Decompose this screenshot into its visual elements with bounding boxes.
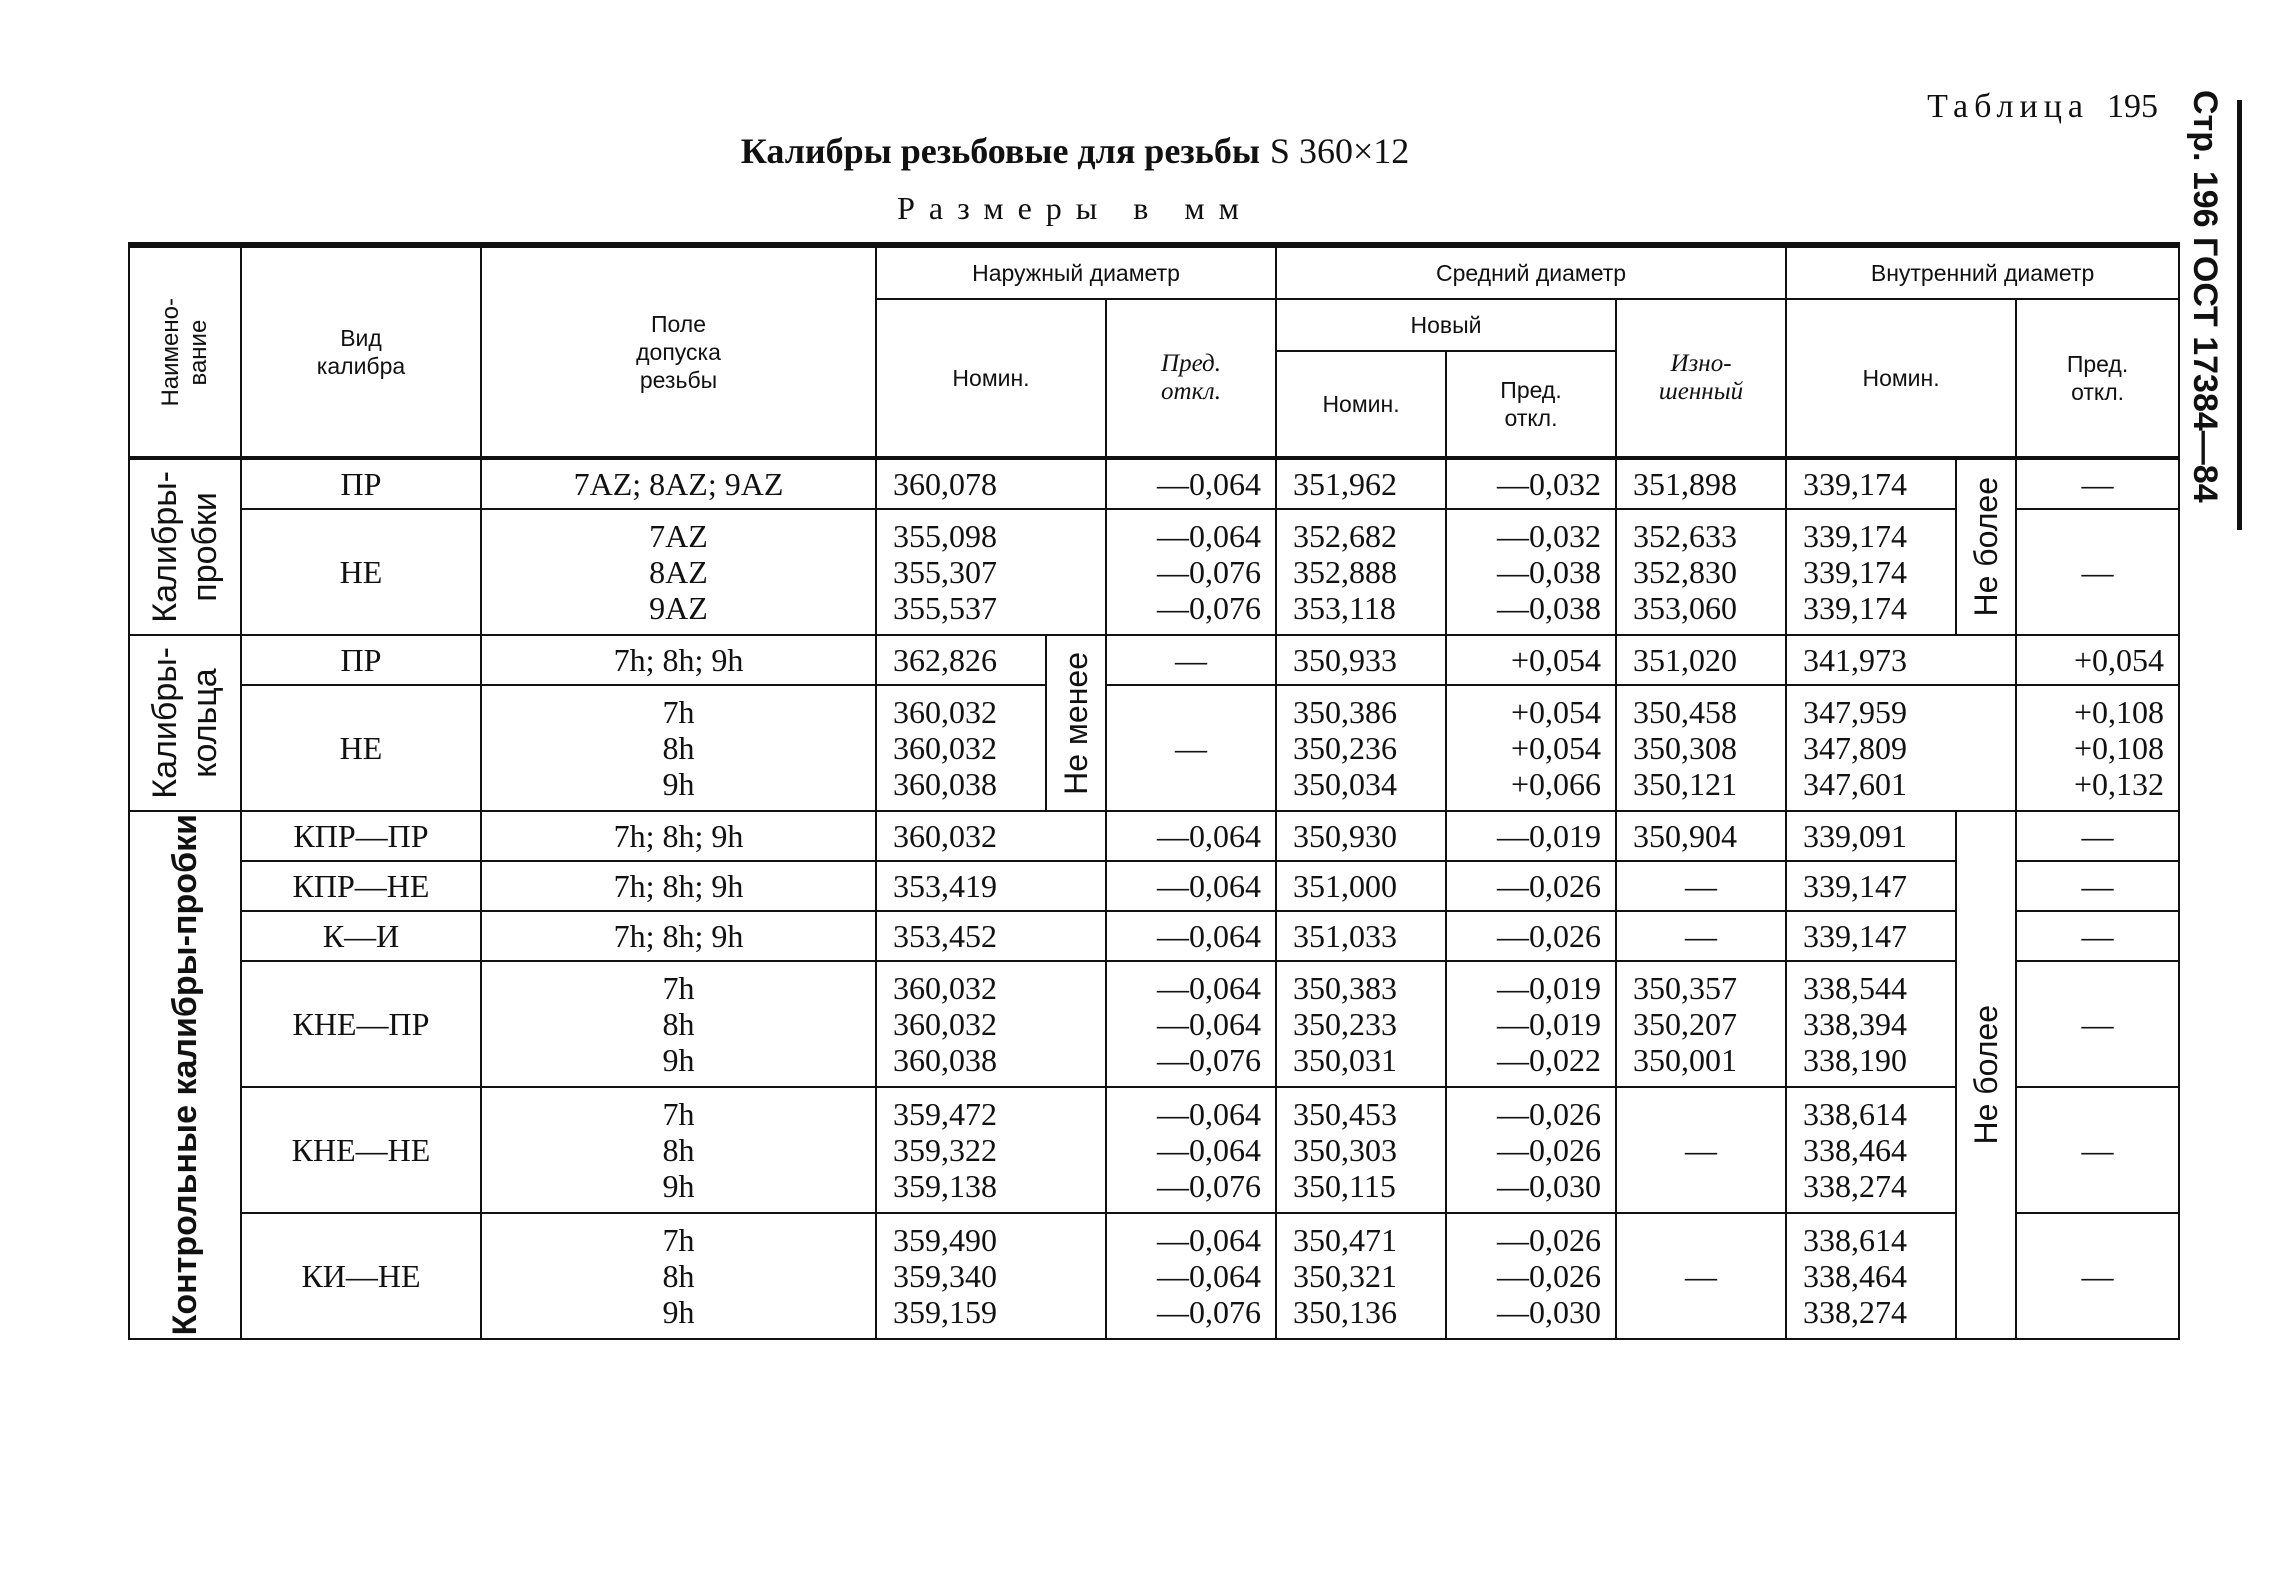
cell-field: 7h; 8h; 9h [481, 861, 876, 911]
side-stamp-rule [2237, 100, 2242, 530]
header-mean-diameter: Средний диаметр [1276, 245, 1786, 299]
cell-field: 7h 8h 9h [481, 961, 876, 1087]
cell-worn: — [1616, 911, 1786, 961]
cell-worn: 350,357 350,207 350,001 [1616, 961, 1786, 1087]
cell-inner-nominal: 338,614 338,464 338,274 [1786, 1087, 1956, 1213]
cell-outer-deviation: —0,064 [1106, 458, 1276, 509]
title-thread: S 360×12 [1269, 131, 1410, 171]
cell-inner-deviation: +0,108 +0,108 +0,132 [2016, 685, 2179, 811]
note-not-more-plug: Не более [1956, 458, 2016, 635]
cell-outer-nominal: 360,032 [876, 811, 1106, 861]
header-inner-diameter: Внутренний диаметр [1786, 245, 2179, 299]
header-mean-nominal: Номин. [1276, 351, 1446, 458]
cell-outer-deviation: — [1106, 685, 1276, 811]
cell-outer-deviation: — [1106, 635, 1276, 685]
cell-field: 7h; 8h; 9h [481, 811, 876, 861]
side-stamp-text: Стр. 196 ГОСТ 17384—84 [2186, 90, 2224, 503]
header-outer-deviation: Пред. откл. [1106, 299, 1276, 458]
cell-inner-nominal: 339,147 [1786, 911, 1956, 961]
cell-inner-deviation: — [2016, 1087, 2179, 1213]
cell-mean-nominal: 351,962 [1276, 458, 1446, 509]
cell-inner-deviation: — [2016, 911, 2179, 961]
cell-type: НЕ [241, 685, 481, 811]
cell-field: 7AZ; 8AZ; 9AZ [481, 458, 876, 509]
units-note: Размеры в мм [897, 190, 1253, 226]
table-row [129, 911, 2179, 961]
cell-inner-deviation: — [2016, 458, 2179, 509]
header-name: Наимено- вание [129, 245, 241, 458]
header-outer-nominal: Номин. [876, 299, 1106, 458]
cell-inner-nominal: 338,544 338,394 338,190 [1786, 961, 1956, 1087]
table-row [129, 458, 2179, 509]
cell-inner-nominal: 339,091 [1786, 811, 1956, 861]
cell-inner-deviation: — [2016, 961, 2179, 1087]
table-row [129, 861, 2179, 911]
cell-type: ПР [241, 458, 481, 509]
note-not-more-control: Не более [1956, 811, 2016, 1339]
cell-mean-nominal: 350,930 [1276, 811, 1446, 861]
gauge-table [128, 242, 2180, 1340]
cell-worn: 351,898 [1616, 458, 1786, 509]
document-title [0, 130, 2150, 172]
cell-field: 7h; 8h; 9h [481, 911, 876, 961]
table-row [129, 961, 2179, 1087]
header-worn: Изно- шенный [1616, 299, 1786, 458]
cell-mean-deviation: —0,032 [1446, 458, 1616, 509]
cell-type: НЕ [241, 509, 481, 635]
cell-mean-nominal: 352,682 352,888 353,118 [1276, 509, 1446, 635]
cell-outer-nominal: 353,419 [876, 861, 1106, 911]
cell-mean-deviation: —0,032 —0,038 —0,038 [1446, 509, 1616, 635]
cell-mean-deviation: —0,026 —0,026 —0,030 [1446, 1213, 1616, 1339]
header-gauge-type: Вид калибра [241, 245, 481, 458]
cell-inner-deviation: +0,054 [2016, 635, 2179, 685]
header-inner-nominal: Номин. [1786, 299, 2016, 458]
header-mean-deviation: Пред. откл. [1446, 351, 1616, 458]
title-prefix: Калибры резьбовые для резьбы [740, 131, 1260, 171]
cell-field: 7AZ 8AZ 9AZ [481, 509, 876, 635]
cell-worn: — [1616, 1213, 1786, 1339]
cell-field: 7h; 8h; 9h [481, 635, 876, 685]
group-control-plug-gauges: Контрольные калибры-пробки [129, 811, 241, 1339]
cell-type: ПР [241, 635, 481, 685]
table-row [129, 685, 2179, 811]
cell-outer-deviation: —0,064 —0,064 —0,076 [1106, 1213, 1276, 1339]
cell-outer-nominal: 355,098 355,307 355,537 [876, 509, 1106, 635]
cell-outer-deviation: —0,064 —0,076 —0,076 [1106, 509, 1276, 635]
cell-outer-deviation: —0,064 [1106, 811, 1276, 861]
cell-outer-nominal: 362,826 [876, 635, 1046, 685]
cell-inner-nominal: 339,174 339,174 339,174 [1786, 509, 1956, 635]
cell-type: КНЕ—ПР [241, 961, 481, 1087]
cell-outer-deviation: —0,064 [1106, 861, 1276, 911]
cell-worn: — [1616, 1087, 1786, 1213]
cell-mean-nominal: 350,453 350,303 350,115 [1276, 1087, 1446, 1213]
cell-worn: 351,020 [1616, 635, 1786, 685]
cell-worn: 350,458 350,308 350,121 [1616, 685, 1786, 811]
cell-mean-nominal: 350,471 350,321 350,136 [1276, 1213, 1446, 1339]
cell-mean-nominal: 351,000 [1276, 861, 1446, 911]
cell-outer-deviation: —0,064 —0,064 —0,076 [1106, 1087, 1276, 1213]
table-row [129, 811, 2179, 861]
cell-worn: — [1616, 861, 1786, 911]
cell-mean-nominal: 350,933 [1276, 635, 1446, 685]
cell-mean-deviation: —0,019 —0,019 —0,022 [1446, 961, 1616, 1087]
cell-type: КНЕ—НЕ [241, 1087, 481, 1213]
table-row [129, 509, 2179, 635]
cell-type: КПР—НЕ [241, 861, 481, 911]
table-body [129, 458, 2179, 1339]
cell-worn: 352,633 352,830 353,060 [1616, 509, 1786, 635]
table-number: 195 [2107, 88, 2158, 125]
note-not-less-ring: Не менее [1046, 635, 1106, 811]
cell-mean-deviation: —0,026 [1446, 861, 1616, 911]
cell-type: К—И [241, 911, 481, 961]
cell-inner-nominal: 338,614 338,464 338,274 [1786, 1213, 1956, 1339]
table-label-text: Таблица [1927, 88, 2089, 125]
cell-mean-nominal: 350,386 350,236 350,034 [1276, 685, 1446, 811]
cell-outer-nominal: 353,452 [876, 911, 1106, 961]
cell-mean-nominal: 351,033 [1276, 911, 1446, 961]
cell-inner-deviation: — [2016, 861, 2179, 911]
header-outer-diameter: Наружный диаметр [876, 245, 1276, 299]
cell-mean-deviation: —0,026 [1446, 911, 1616, 961]
side-stamp [2175, 90, 2235, 530]
cell-field: 7h 8h 9h [481, 685, 876, 811]
cell-outer-nominal: 360,078 [876, 458, 1106, 509]
table-row [129, 635, 2179, 685]
header-tolerance-field: Поле допуска резьбы [481, 245, 876, 458]
cell-worn: 350,904 [1616, 811, 1786, 861]
cell-field: 7h 8h 9h [481, 1213, 876, 1339]
cell-mean-deviation: +0,054 +0,054 +0,066 [1446, 685, 1616, 811]
cell-mean-nominal: 350,383 350,233 350,031 [1276, 961, 1446, 1087]
cell-inner-nominal: 339,147 [1786, 861, 1956, 911]
table-header [129, 245, 2179, 458]
cell-inner-deviation: — [2016, 509, 2179, 635]
cell-inner-nominal: 347,959 347,809 347,601 [1786, 685, 2016, 811]
cell-outer-deviation: —0,064 [1106, 911, 1276, 961]
header-new: Новый [1276, 299, 1616, 351]
cell-outer-nominal: 359,472 359,322 359,138 [876, 1087, 1106, 1213]
cell-type: КПР—ПР [241, 811, 481, 861]
cell-inner-deviation: — [2016, 1213, 2179, 1339]
cell-outer-deviation: —0,064 —0,064 —0,076 [1106, 961, 1276, 1087]
cell-type: КИ—НЕ [241, 1213, 481, 1339]
cell-outer-nominal: 359,490 359,340 359,159 [876, 1213, 1106, 1339]
cell-outer-nominal: 360,032 360,032 360,038 [876, 961, 1106, 1087]
cell-mean-deviation: —0,019 [1446, 811, 1616, 861]
cell-mean-deviation: +0,054 [1446, 635, 1616, 685]
cell-inner-nominal: 341,973 [1786, 635, 2016, 685]
cell-field: 7h 8h 9h [481, 1087, 876, 1213]
cell-inner-nominal: 339,174 [1786, 458, 1956, 509]
cell-inner-deviation: — [2016, 811, 2179, 861]
group-plug-gauges: Калибры- пробки [129, 458, 241, 635]
table-row [129, 1087, 2179, 1213]
table-label [1927, 88, 2158, 126]
cell-outer-nominal: 360,032 360,032 360,038 [876, 685, 1046, 811]
cell-mean-deviation: —0,026 —0,026 —0,030 [1446, 1087, 1616, 1213]
header-inner-deviation: Пред. откл. [2016, 299, 2179, 458]
table-row [129, 1213, 2179, 1339]
group-ring-gauges: Калибры- кольца [129, 635, 241, 811]
